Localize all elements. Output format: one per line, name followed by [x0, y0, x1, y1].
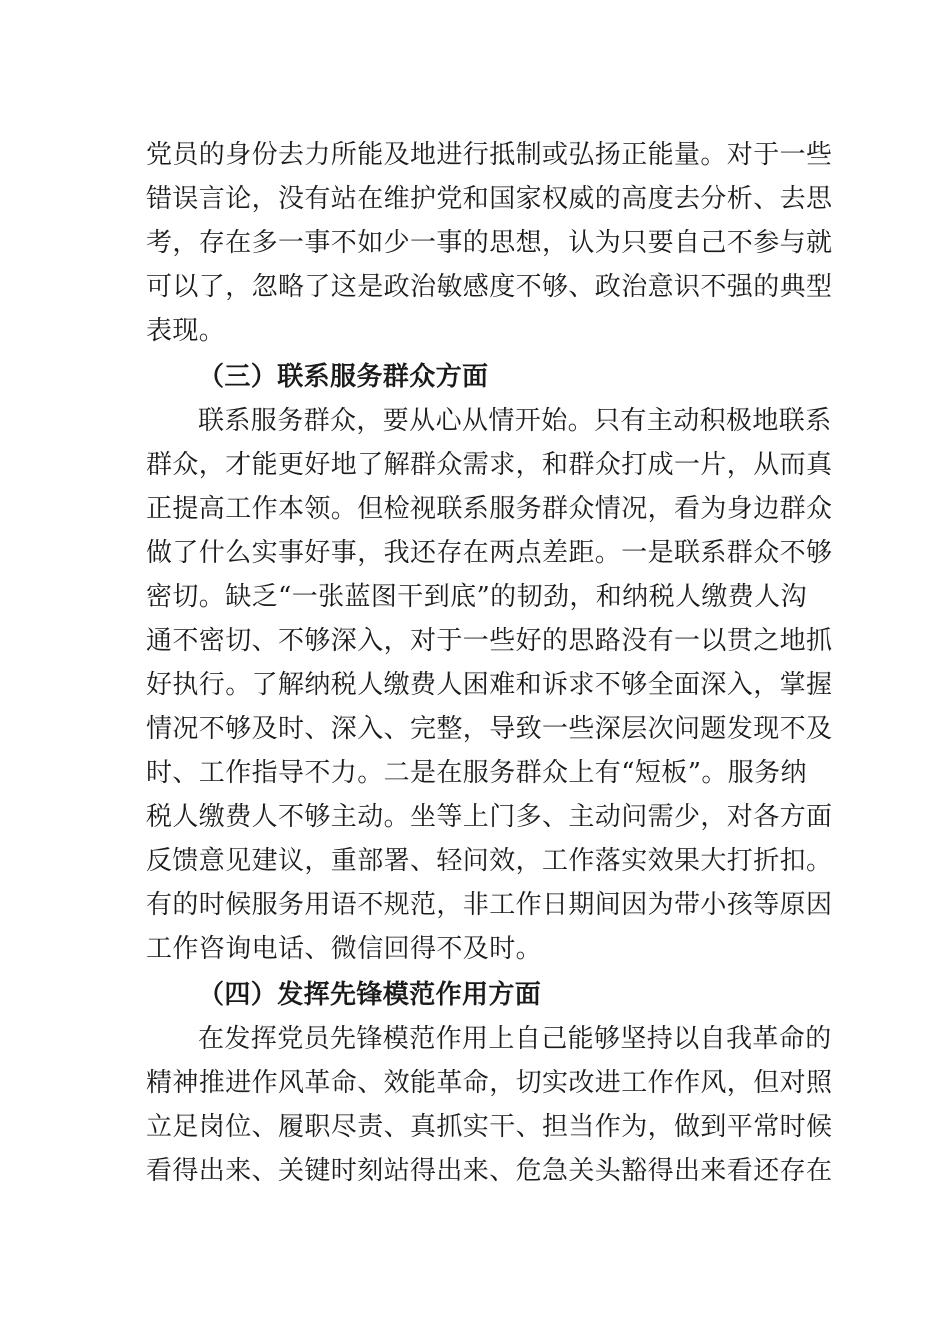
- paragraph-line: 时、工作指导不力。二是在服务群众上有“短板”。服务纳: [146, 758, 807, 788]
- paragraph-line: 考，存在多一事不如少一事的思想，认为只要自己不参与就: [146, 228, 833, 258]
- paragraph-line: 工作咨询电话、微信回得不及时。: [146, 934, 543, 964]
- paragraph-line: 好执行。了解纳税人缴费人困难和诉求不够全面深入，掌握: [146, 670, 833, 700]
- paragraph-line: 正提高工作本领。但检视联系服务群众情况，看为身边群众: [146, 494, 833, 524]
- paragraph-line: 错误言论，没有站在维护党和国家权威的高度去分析、去思: [146, 184, 833, 214]
- paragraph-line: 可以了，忽略了这是政治敏感度不够、政治意识不强的典型: [146, 272, 833, 302]
- paragraph-line: 有的时候服务用语不规范，非工作日期间因为带小孩等原因: [146, 890, 833, 920]
- paragraph-line: 看得出来、关键时刻站得出来、危急关头豁得出来看还存在: [146, 1156, 833, 1186]
- paragraph-line: 做了什么实事好事，我还存在两点差距。一是联系群众不够: [146, 538, 833, 568]
- paragraph-line: 表现。: [146, 316, 226, 346]
- paragraph-line: 反馈意见建议，重部署、轻问效，工作落实效果大打折扣。: [146, 846, 833, 876]
- paragraph-line: 情况不够及时、深入、完整，导致一些深层次问题发现不及: [146, 714, 833, 744]
- paragraph-line: 群众，才能更好地了解群众需求，和群众打成一片，从而真: [146, 450, 833, 480]
- paragraph-line: 精神推进作风革命、效能革命，切实改进工作作风，但对照: [146, 1068, 833, 1098]
- paragraph-line: 密切。缺乏“一张蓝图干到底”的韧劲，和纳税人缴费人沟: [146, 582, 807, 612]
- paragraph-line: 党员的身份去力所能及地进行抵制或弘扬正能量。对于一些: [146, 140, 833, 170]
- section-heading-3: （三）联系服务群众方面: [198, 362, 489, 392]
- paragraph-line: 税人缴费人不够主动。坐等上门多、主动问需少，对各方面: [146, 802, 833, 832]
- paragraph-line: 通不密切、不够深入，对于一些好的思路没有一以贯之地抓: [146, 626, 833, 656]
- paragraph-line: 联系服务群众，要从心从情开始。只有主动积极地联系: [198, 406, 832, 436]
- paragraph-line: 立足岗位、履职尽责、真抓实干、担当作为，做到平常时候: [146, 1112, 833, 1142]
- paragraph-line: 在发挥党员先锋模范作用上自己能够坚持以自我革命的: [198, 1024, 832, 1054]
- section-heading-4: （四）发挥先锋模范作用方面: [198, 980, 542, 1010]
